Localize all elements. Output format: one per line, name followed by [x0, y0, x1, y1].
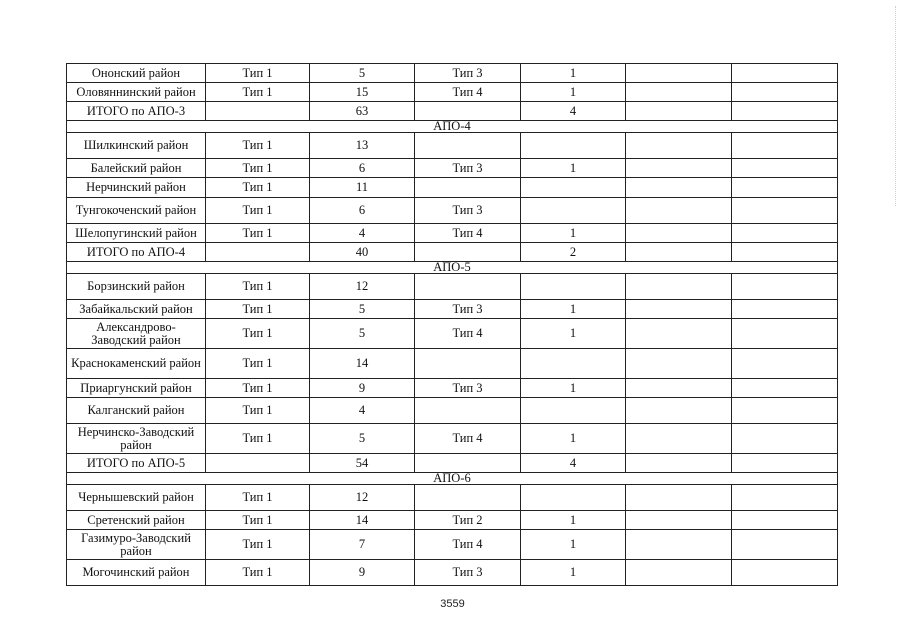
table-row — [67, 102, 838, 121]
table-row — [67, 159, 838, 178]
type-cell: Тип 1 — [206, 511, 310, 530]
empty-cell — [626, 224, 732, 243]
table-row — [67, 530, 838, 560]
empty-cell — [732, 560, 838, 586]
table-row — [67, 379, 838, 398]
empty-cell — [626, 64, 732, 83]
empty-cell — [626, 349, 732, 379]
count-cell: 5 — [310, 319, 415, 349]
empty-cell — [626, 485, 732, 511]
scan-edge-mark — [895, 6, 899, 206]
table-row — [67, 83, 838, 102]
count-cell: 11 — [310, 178, 415, 198]
district-name-cell: Забайкальский район — [67, 300, 206, 319]
empty-cell — [732, 511, 838, 530]
district-name-cell: Газимуро-Заводский район — [67, 530, 206, 560]
district-name-cell: Чернышевский район — [67, 485, 206, 511]
count-cell: 5 — [310, 64, 415, 83]
count-cell: 12 — [310, 485, 415, 511]
type-cell: Тип 1 — [206, 159, 310, 178]
count-secondary-cell: 1 — [521, 300, 626, 319]
empty-cell — [732, 300, 838, 319]
table-row — [67, 243, 838, 262]
district-name-cell: Ононский район — [67, 64, 206, 83]
table-row — [67, 560, 838, 586]
section-title: АПО-5 — [67, 262, 838, 274]
empty-cell — [732, 102, 838, 121]
empty-cell — [732, 133, 838, 159]
count-secondary-cell: 1 — [521, 224, 626, 243]
count-cell: 5 — [310, 300, 415, 319]
district-name-cell: ИТОГО по АПО-5 — [67, 454, 206, 473]
district-name-cell: Калганский район — [67, 398, 206, 424]
table-row — [67, 319, 838, 349]
type-secondary-cell — [415, 398, 521, 424]
empty-cell — [732, 198, 838, 224]
count-secondary-cell — [521, 178, 626, 198]
empty-cell — [626, 319, 732, 349]
count-secondary-cell — [521, 349, 626, 379]
district-name-cell: Балейский район — [67, 159, 206, 178]
type-secondary-cell: Тип 2 — [415, 511, 521, 530]
empty-cell — [732, 319, 838, 349]
district-name-cell: ИТОГО по АПО-4 — [67, 243, 206, 262]
empty-cell — [732, 64, 838, 83]
empty-cell — [732, 424, 838, 454]
empty-cell — [626, 398, 732, 424]
count-secondary-cell: 1 — [521, 319, 626, 349]
type-secondary-cell: Тип 4 — [415, 424, 521, 454]
type-secondary-cell: Тип 4 — [415, 83, 521, 102]
count-secondary-cell — [521, 398, 626, 424]
type-cell — [206, 454, 310, 473]
empty-cell — [626, 300, 732, 319]
count-secondary-cell — [521, 133, 626, 159]
district-name-cell: Приаргунский район — [67, 379, 206, 398]
count-secondary-cell — [521, 274, 626, 300]
table-row — [67, 398, 838, 424]
count-cell: 5 — [310, 424, 415, 454]
type-cell: Тип 1 — [206, 274, 310, 300]
table-row — [67, 454, 838, 473]
district-name-cell: Краснокаменский район — [67, 349, 206, 379]
empty-cell — [626, 159, 732, 178]
type-secondary-cell: Тип 4 — [415, 319, 521, 349]
count-cell: 7 — [310, 530, 415, 560]
district-name-cell: Сретенский район — [67, 511, 206, 530]
empty-cell — [732, 349, 838, 379]
empty-cell — [626, 198, 732, 224]
section-title: АПО-4 — [67, 121, 838, 133]
type-secondary-cell — [415, 485, 521, 511]
count-cell: 40 — [310, 243, 415, 262]
section-header-row — [67, 473, 838, 485]
empty-cell — [626, 424, 732, 454]
table-row — [67, 274, 838, 300]
type-secondary-cell — [415, 274, 521, 300]
empty-cell — [732, 398, 838, 424]
district-name-cell: Тунгокоченский район — [67, 198, 206, 224]
type-secondary-cell: Тип 3 — [415, 300, 521, 319]
count-cell: 63 — [310, 102, 415, 121]
table-row — [67, 178, 838, 198]
section-header-row — [67, 262, 838, 274]
type-cell: Тип 1 — [206, 349, 310, 379]
empty-cell — [732, 159, 838, 178]
type-cell: Тип 1 — [206, 178, 310, 198]
table-row — [67, 349, 838, 379]
count-cell: 14 — [310, 349, 415, 379]
count-cell: 13 — [310, 133, 415, 159]
empty-cell — [626, 243, 732, 262]
type-cell: Тип 1 — [206, 133, 310, 159]
district-name-cell: Оловяннинский район — [67, 83, 206, 102]
table-row — [67, 133, 838, 159]
type-secondary-cell — [415, 102, 521, 121]
count-secondary-cell: 4 — [521, 102, 626, 121]
empty-cell — [732, 178, 838, 198]
type-cell: Тип 1 — [206, 485, 310, 511]
count-secondary-cell: 1 — [521, 530, 626, 560]
district-name-cell: Нерчинский район — [67, 178, 206, 198]
type-secondary-cell — [415, 454, 521, 473]
type-cell: Тип 1 — [206, 530, 310, 560]
empty-cell — [732, 379, 838, 398]
count-cell: 9 — [310, 379, 415, 398]
count-secondary-cell: 1 — [521, 159, 626, 178]
table-row — [67, 198, 838, 224]
type-secondary-cell — [415, 349, 521, 379]
count-secondary-cell: 1 — [521, 83, 626, 102]
type-cell: Тип 1 — [206, 424, 310, 454]
table-row — [67, 424, 838, 454]
empty-cell — [626, 454, 732, 473]
empty-cell — [626, 133, 732, 159]
type-cell: Тип 1 — [206, 398, 310, 424]
page-number: 3559 — [440, 598, 465, 610]
type-secondary-cell: Тип 3 — [415, 159, 521, 178]
district-table-body — [67, 64, 838, 586]
empty-cell — [626, 178, 732, 198]
type-secondary-cell: Тип 3 — [415, 560, 521, 586]
type-secondary-cell — [415, 133, 521, 159]
empty-cell — [732, 530, 838, 560]
count-cell: 12 — [310, 274, 415, 300]
type-secondary-cell: Тип 3 — [415, 198, 521, 224]
empty-cell — [732, 243, 838, 262]
type-secondary-cell: Тип 3 — [415, 379, 521, 398]
count-cell: 54 — [310, 454, 415, 473]
section-header-row — [67, 121, 838, 133]
empty-cell — [626, 83, 732, 102]
district-name-cell: Борзинский район — [67, 274, 206, 300]
empty-cell — [732, 224, 838, 243]
district-name-cell: Нерчинско-Заводский район — [67, 424, 206, 454]
empty-cell — [626, 379, 732, 398]
empty-cell — [626, 511, 732, 530]
type-cell — [206, 243, 310, 262]
count-cell: 4 — [310, 398, 415, 424]
type-cell: Тип 1 — [206, 319, 310, 349]
district-name-cell: ИТОГО по АПО-3 — [67, 102, 206, 121]
empty-cell — [732, 485, 838, 511]
type-secondary-cell: Тип 3 — [415, 64, 521, 83]
count-cell: 6 — [310, 198, 415, 224]
count-secondary-cell: 1 — [521, 424, 626, 454]
type-cell: Тип 1 — [206, 379, 310, 398]
type-cell — [206, 102, 310, 121]
district-name-cell: Александрово-Заводский район — [67, 319, 206, 349]
district-name-cell: Шилкинский район — [67, 133, 206, 159]
count-secondary-cell: 4 — [521, 454, 626, 473]
table-row — [67, 224, 838, 243]
table-row — [67, 64, 838, 83]
table-row — [67, 485, 838, 511]
district-name-cell: Шелопугинский район — [67, 224, 206, 243]
count-cell: 14 — [310, 511, 415, 530]
type-secondary-cell — [415, 243, 521, 262]
district-name-cell: Могочинский район — [67, 560, 206, 586]
count-cell: 4 — [310, 224, 415, 243]
count-cell: 6 — [310, 159, 415, 178]
type-cell: Тип 1 — [206, 83, 310, 102]
type-secondary-cell — [415, 178, 521, 198]
type-cell: Тип 1 — [206, 560, 310, 586]
count-secondary-cell: 1 — [521, 379, 626, 398]
type-secondary-cell: Тип 4 — [415, 224, 521, 243]
type-cell: Тип 1 — [206, 64, 310, 83]
type-cell: Тип 1 — [206, 224, 310, 243]
empty-cell — [732, 83, 838, 102]
empty-cell — [626, 530, 732, 560]
count-cell: 15 — [310, 83, 415, 102]
table-row — [67, 511, 838, 530]
type-cell: Тип 1 — [206, 300, 310, 319]
section-title: АПО-6 — [67, 473, 838, 485]
count-secondary-cell: 1 — [521, 511, 626, 530]
district-table — [66, 63, 838, 586]
empty-cell — [626, 560, 732, 586]
table-row — [67, 300, 838, 319]
count-secondary-cell — [521, 485, 626, 511]
empty-cell — [626, 102, 732, 121]
type-cell: Тип 1 — [206, 198, 310, 224]
count-secondary-cell: 1 — [521, 560, 626, 586]
count-secondary-cell: 1 — [521, 64, 626, 83]
count-secondary-cell — [521, 198, 626, 224]
empty-cell — [732, 454, 838, 473]
empty-cell — [732, 274, 838, 300]
count-secondary-cell: 2 — [521, 243, 626, 262]
type-secondary-cell: Тип 4 — [415, 530, 521, 560]
count-cell: 9 — [310, 560, 415, 586]
empty-cell — [626, 274, 732, 300]
